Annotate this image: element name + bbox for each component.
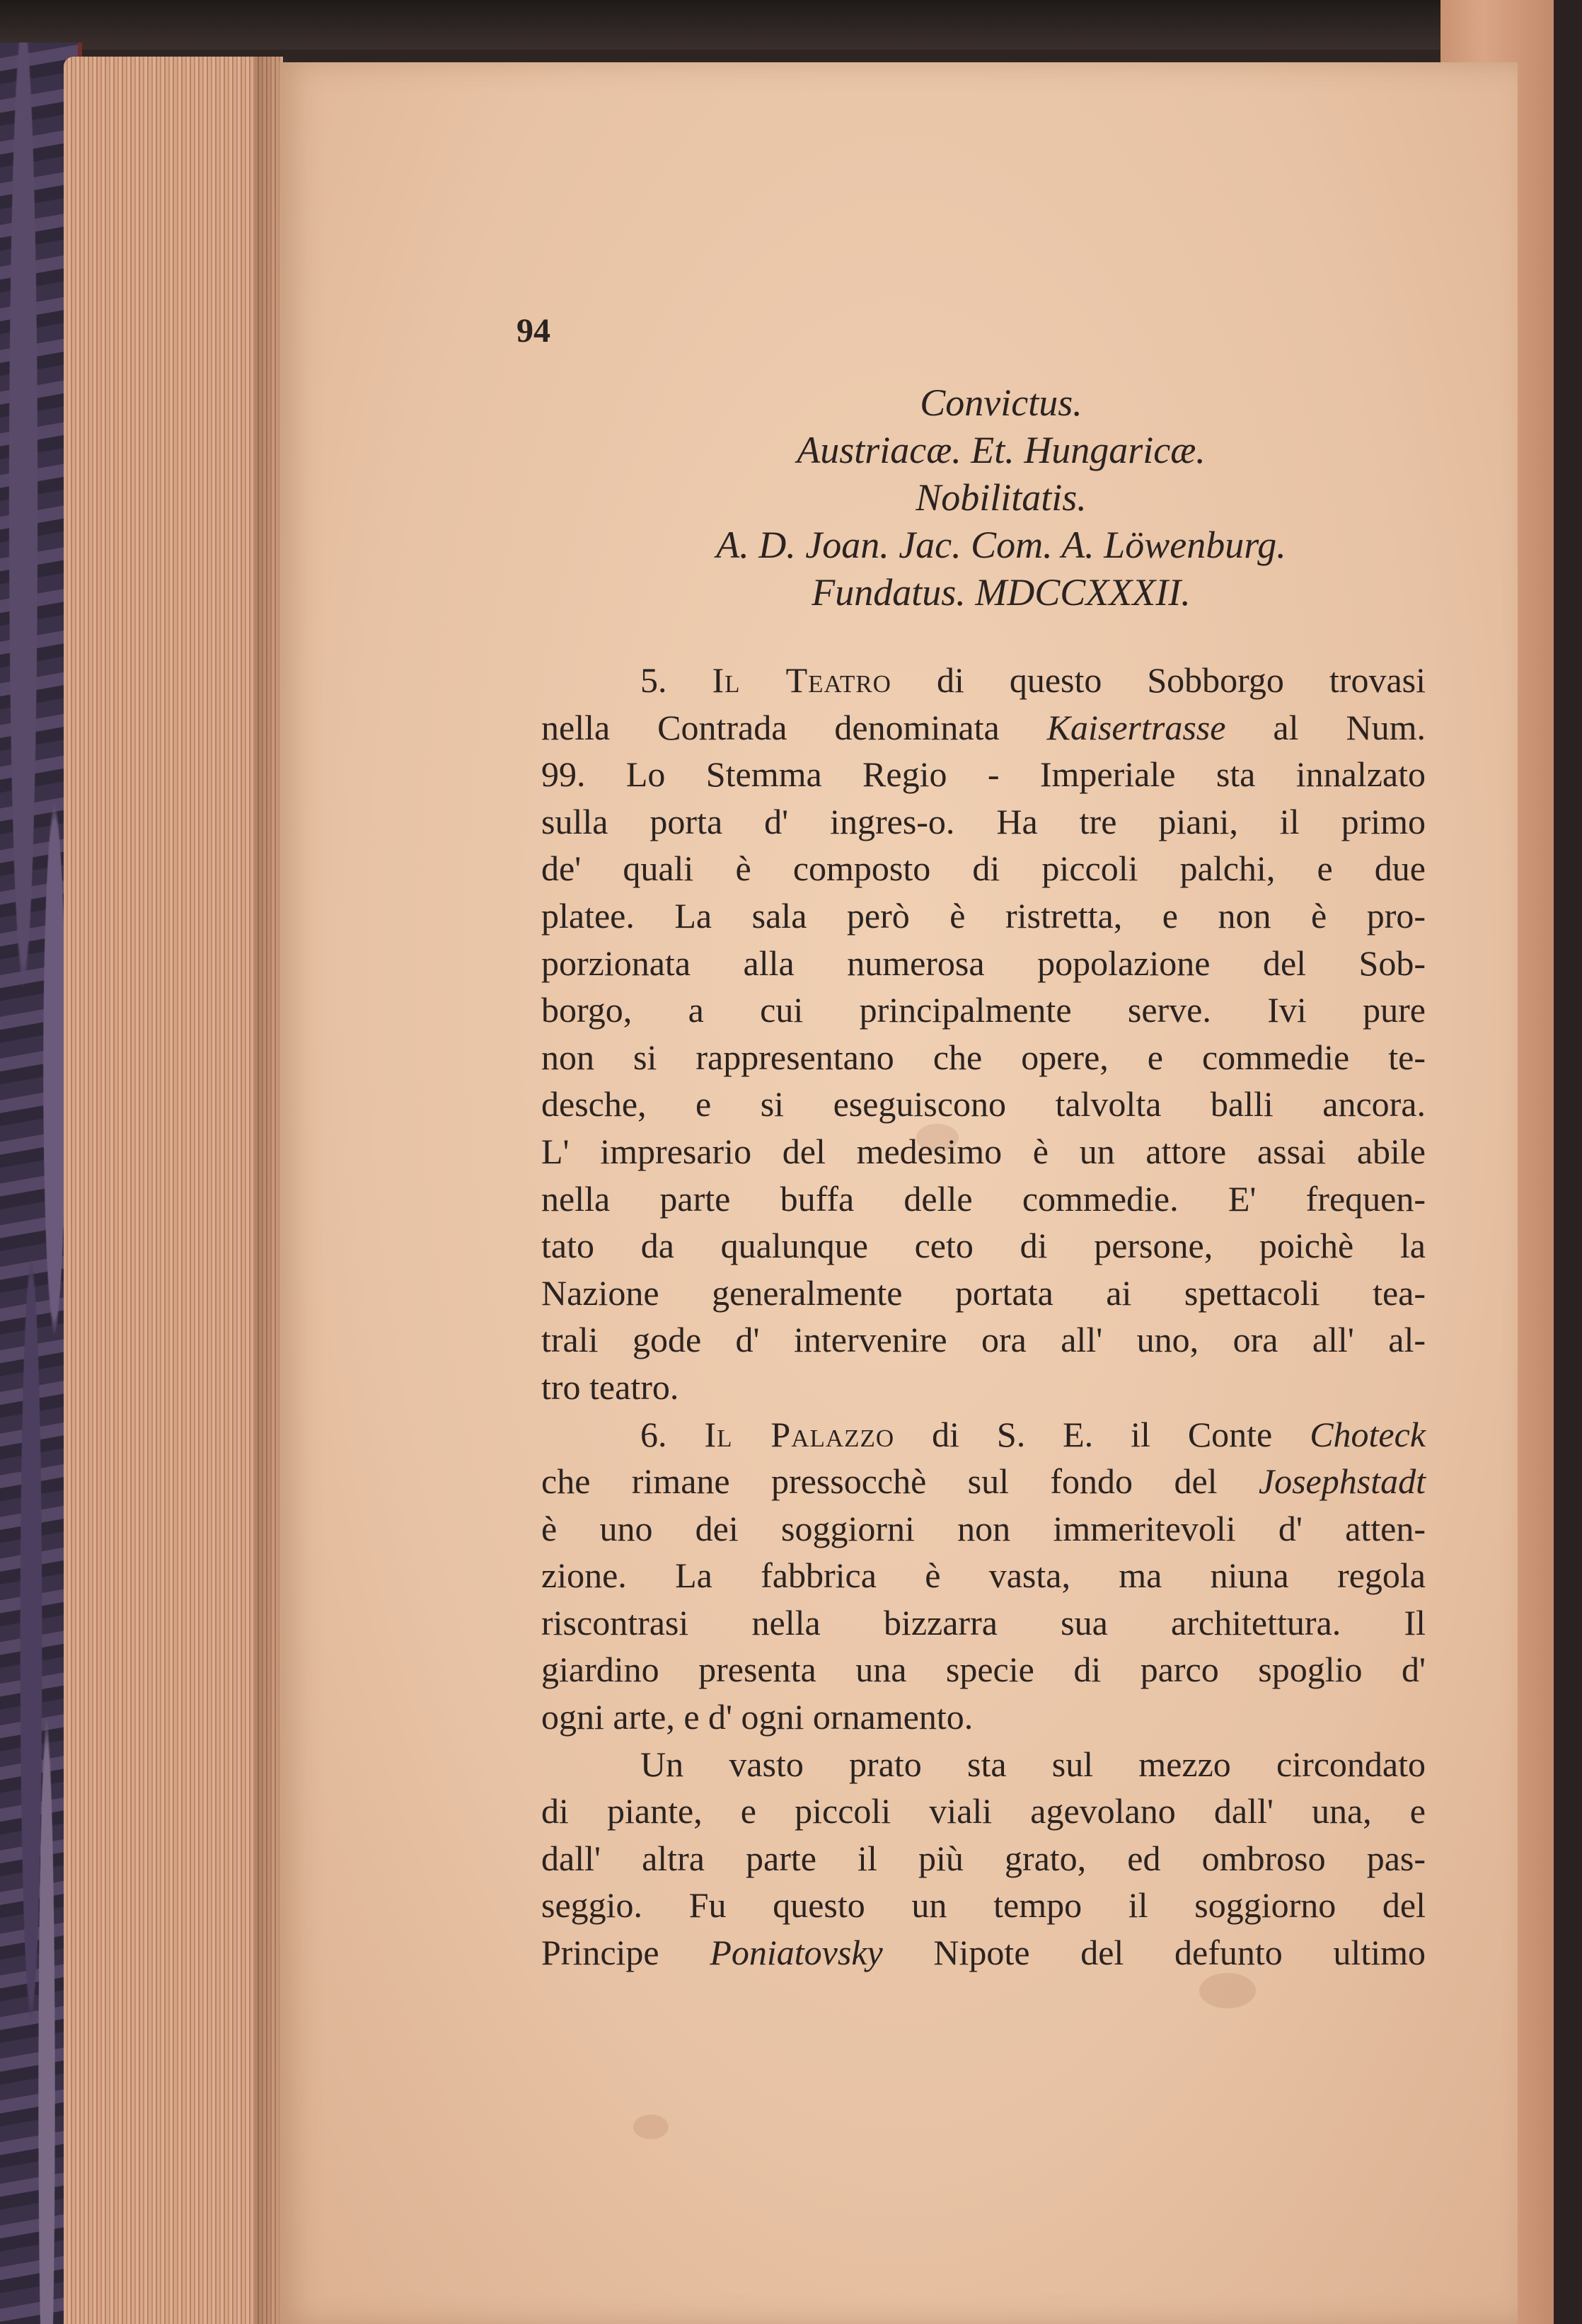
text-line: tro teatro.	[541, 1367, 679, 1407]
book-cover-top	[0, 0, 1582, 50]
text-fragment: che rimane pressocchè sul fondo del	[541, 1461, 1259, 1502]
text-fragment: Nipote del defunto ultimo	[882, 1933, 1426, 1973]
text-fragment: al Num.	[1225, 707, 1426, 747]
inscription-line: A. D. Joan. Jac. Com. A. Löwenburg.	[716, 524, 1286, 566]
inscription-line: Convictus.	[920, 381, 1082, 424]
book-page	[279, 62, 1518, 2324]
section-number: 5.	[640, 660, 667, 700]
text-line: L' impresario del medesimo è un attore assai abile	[541, 1131, 1426, 1171]
text-line: porzionata alla numerosa popolazione del Sob-	[541, 943, 1426, 983]
inscription-line: Nobilitatis.	[916, 476, 1087, 519]
text-line: riscontrasi nella bizzarra sua architettura. Il	[541, 1602, 1426, 1643]
text-line: borgo, a cui principalmente serve. Ivi pure	[541, 990, 1426, 1030]
text-line	[541, 1929, 1426, 1977]
text-line: Un vasto prato sta sul mezzo circondato	[640, 1744, 1426, 1784]
section-heading: Il Palazzo	[704, 1414, 895, 1454]
text-line: sulla porta d' ingres-o. Ha tre piani, il primo	[541, 801, 1426, 841]
text-line: nella parte buffa delle commedie. E' frequen-	[541, 1178, 1426, 1219]
page-number: 94	[516, 312, 550, 350]
text-fragment: nella Contrada denominata	[541, 707, 1047, 747]
text-line	[541, 1458, 1426, 1505]
text-line: seggio. Fu questo un tempo il soggiorno del	[541, 1885, 1426, 1926]
text-line: 99. Lo Stemma Regio - Imperiale sta innalzato	[541, 754, 1426, 795]
section-number: 6.	[640, 1414, 667, 1454]
text-line	[541, 657, 1426, 704]
text-line: Nazione generalmente portata ai spettacoli tea-	[541, 1272, 1426, 1313]
text-line: non si rappresentano che opere, e commedie te-	[541, 1037, 1426, 1077]
text-fragment: Principe	[541, 1933, 710, 1973]
person-name: Poniatovsky	[710, 1933, 883, 1973]
text-fragment: di questo Sobborgo trovasi	[891, 660, 1426, 700]
body-text	[541, 657, 1426, 1977]
latin-inscription	[499, 379, 1503, 616]
text-line: desche, e si eseguiscono talvolta balli ancora.	[541, 1084, 1426, 1124]
text-fragment: di S. E. il Conte	[894, 1414, 1310, 1454]
text-line: di piante, e piccoli viali agevolano dall' una, e	[541, 1791, 1426, 1831]
district-name: Josephstadt	[1258, 1461, 1426, 1502]
text-line: giardino presenta una specie di parco spoglio d'	[541, 1650, 1426, 1690]
text-line: ogni arte, e d' ogni ornamento.	[541, 1697, 974, 1737]
page-content	[279, 62, 1518, 2324]
inscription-line: Austriacæ. Et. Hungaricæ.	[797, 429, 1206, 471]
text-line	[541, 704, 1426, 752]
text-line: è uno dei soggiorni non immeritevoli d' atten-	[541, 1508, 1426, 1548]
text-line: dall' altra parte il più grato, ed ombroso pas-	[541, 1838, 1426, 1878]
text-line: zione. La fabbrica è vasta, ma niuna regola	[541, 1555, 1426, 1596]
inscription-line: Fundatus. MDCCXXXII.	[812, 571, 1191, 614]
page-edges	[64, 57, 283, 2324]
text-line: trali gode d' intervenire ora all' uno, ora all' al-	[541, 1320, 1426, 1360]
text-line	[541, 1411, 1426, 1459]
person-name: Choteck	[1310, 1414, 1426, 1454]
section-heading: Il Teatro	[712, 660, 891, 700]
street-name: Kaisertrasse	[1046, 707, 1226, 747]
text-line: platee. La sala però è ristretta, e non è pro-	[541, 895, 1426, 936]
book-cover-edge	[1554, 0, 1582, 2324]
text-line: de' quali è composto di piccoli palchi, e due	[541, 849, 1426, 889]
text-line: tato da qualunque ceto di persone, poichè la	[541, 1226, 1426, 1266]
